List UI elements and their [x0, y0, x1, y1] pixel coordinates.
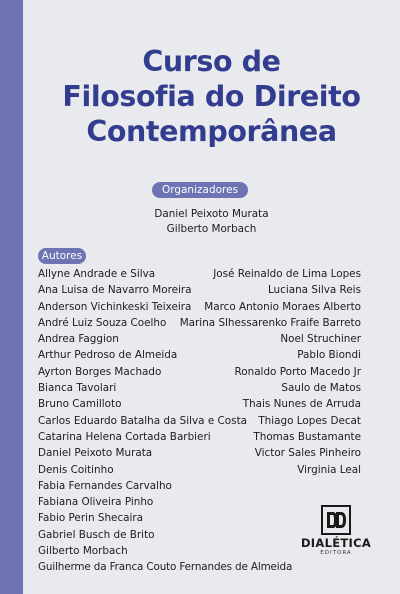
author-name: Denis Coitinho — [38, 463, 114, 476]
authors-list-right — [180, 266, 361, 478]
author-name: Ronaldo Porto Macedo Jr — [234, 365, 361, 378]
author-name: Victor Sales Pinheiro — [254, 447, 361, 460]
title-line-1: Curso de — [142, 45, 281, 78]
author-name: Thomas Bustamante — [253, 430, 361, 443]
author-name: Ayrton Borges Machado — [38, 365, 162, 378]
author-name: Carlos Eduardo Batalha da Silva e Costa — [38, 414, 248, 427]
author-name: Anderson Vichinkeski Teixeira — [38, 300, 192, 313]
author-name: Virginia Leal — [297, 463, 361, 476]
dd-monogram-icon — [321, 505, 351, 535]
author-name: Catarina Helena Cortada Barbieri — [38, 430, 211, 443]
author-name: Fabio Perin Shecaira — [38, 512, 144, 525]
authors-label: Autores — [38, 248, 86, 264]
author-name: Fabiana Oliveira Pinho — [38, 496, 154, 509]
author-name: Guilherme da Franca Couto Fernandes de Almeida — [38, 561, 293, 574]
author-name: Luciana Silva Reis — [267, 284, 361, 297]
author-name: Bruno Camilloto — [38, 398, 122, 411]
author-name: Fabia Fernandes Carvalho — [38, 479, 172, 492]
author-name: Marco Antonio Moraes Alberto — [204, 300, 361, 313]
publisher-logo — [300, 505, 372, 567]
author-name: Gilberto Morbach — [38, 545, 128, 558]
author-name: Marina Slhessarenko Fraife Barreto — [179, 316, 361, 329]
author-name: Daniel Peixoto Murata — [38, 447, 153, 460]
author-name: Noel Struchiner — [280, 333, 361, 346]
author-name: Andrea Faggion — [38, 333, 119, 346]
author-name: José Reinaldo de Lima Lopes — [213, 268, 361, 280]
author-name: Arthur Pedroso de Almeida — [38, 349, 178, 362]
title-line-3: Contemporânea — [86, 115, 337, 148]
organizer-name: Daniel Peixoto Murata — [154, 208, 269, 220]
author-name: Bianca Tavolari — [38, 382, 117, 395]
author-name: André Luiz Souza Coelho — [38, 316, 167, 329]
publisher-subtitle: EDITORA — [320, 550, 352, 556]
author-name: Ana Luisa de Navarro Moreira — [38, 284, 192, 297]
author-name: Gabriel Busch de Brito — [38, 528, 155, 541]
cover-spine-band — [0, 0, 23, 594]
author-name: Saulo de Matos — [281, 382, 361, 395]
book-title — [23, 44, 400, 149]
author-name: Pablo Biondi — [297, 349, 361, 362]
author-name: Thiago Lopes Decat — [258, 414, 361, 427]
author-name: Thais Nunes de Arruda — [242, 398, 361, 411]
organizers-label: Organizadores — [152, 182, 248, 198]
title-line-2: Filosofia do Direito — [62, 80, 361, 113]
publisher-name: DIALÉTICA — [300, 536, 372, 550]
author-name: Allyne Andrade e Silva — [38, 268, 156, 280]
organizer-name: Gilberto Morbach — [166, 223, 257, 235]
